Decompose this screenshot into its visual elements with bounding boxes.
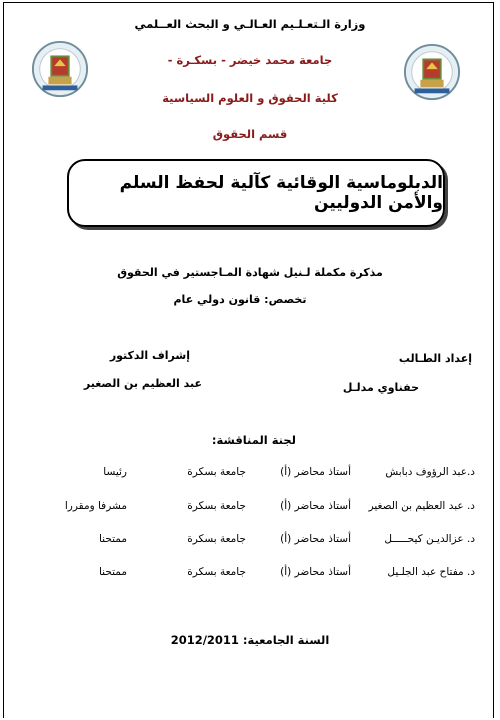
member-university: جامعة بسكرة (187, 500, 246, 512)
member-university: جامعة بسكرة (187, 566, 246, 578)
department-name: قسم الحقوق (212, 127, 288, 141)
ministry-name: وزارة الـتعـلـيم العـالـي و البحث العــلمي (134, 17, 366, 31)
member-name: د. عبد العظيم بن الصغير (368, 500, 475, 512)
member-rank: أستاذ محاضر (أ) (280, 500, 351, 512)
faculty-name: كلية الحقوق و العلوم السياسية (162, 91, 338, 105)
member-university: جامعة بسكرة (187, 533, 246, 545)
university-seal-icon (31, 40, 89, 98)
university-name: جامعة محمد خيضر - بسكـرة - (167, 53, 333, 67)
student-name: حفناوي مدلـل (342, 381, 419, 394)
member-rank: أستاذ محاضر (أ) (280, 466, 351, 478)
member-role: ممتحنا (98, 533, 127, 545)
member-role: رئيسا (103, 466, 127, 478)
thesis-title-box (67, 159, 445, 227)
supervisor-label: إشراف الدكتور (109, 349, 190, 362)
member-role: مشرفا ومقررا (64, 500, 127, 512)
member-university: جامعة بسكرة (187, 466, 246, 478)
member-rank: أستاذ محاضر (أ) (280, 533, 351, 545)
member-role: ممتحنا (98, 566, 127, 578)
academic-year: السنة الجامعية: 2012/2011 (170, 633, 330, 647)
thesis-subtitle: مذكرة مكملة لـنيل شهادة المـاجستير في الحقوق (117, 266, 383, 279)
member-rank: أستاذ محاضر (أ) (280, 566, 351, 578)
supervisor-name: عبد العظيم بن الصغير (83, 377, 202, 390)
member-name: د. عزالديـن كيحـــــل (384, 533, 475, 545)
committee-heading: لجنة المناقشة: (211, 433, 296, 447)
student-label: إعداد الطـالب (398, 352, 472, 365)
specialization: تخصص: قانون دولي عام (173, 293, 307, 306)
thesis-title: الدبلوماسية الوقائية كآلية لحفظ السلم والأمن الدوليين (119, 173, 443, 213)
member-name: د. مفتاح عبد الجلـيل (387, 566, 475, 578)
member-name: د.عبد الرؤوف دبابش (385, 466, 475, 478)
